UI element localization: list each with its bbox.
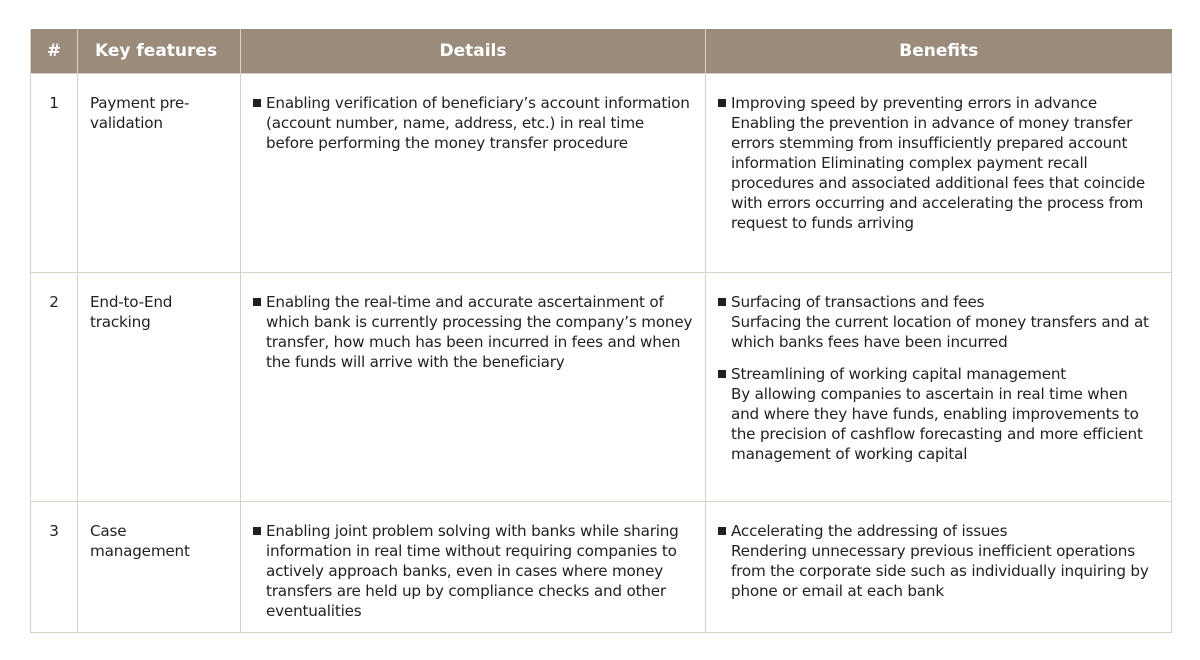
- row-number: 3: [31, 502, 78, 633]
- benefit-title: Improving speed by preventing errors in advance: [718, 93, 1159, 113]
- benefit-text: Rendering unnecessary previous inefficient operations from the corporate side such as individually inquiring by phone or email at each bank: [731, 542, 1149, 600]
- details-bullet: Enabling the real-time and accurate ascertainment of which bank is currently processing the company’s money transfer, how much has been incurred in fees and when the funds will arrive with the beneficiary: [253, 292, 693, 372]
- table-row: [31, 502, 1172, 633]
- benefit-text: By allowing companies to ascertain in real time when and where they have funds, enabling improvements to the precision of cashflow forecasting and more efficient management of working capital: [731, 385, 1143, 463]
- header-benefits: Benefits: [706, 29, 1172, 74]
- benefit-title: Streamlining of working capital management: [718, 364, 1159, 384]
- header-num: #: [31, 29, 78, 74]
- key-feature: Case management: [78, 502, 241, 633]
- row-number: 2: [31, 273, 78, 502]
- header-row: [31, 29, 1172, 74]
- details-cell: [241, 502, 706, 633]
- header-key-features: Key features: [78, 29, 241, 74]
- benefits-cell: [706, 273, 1172, 502]
- benefit-title: Accelerating the addressing of issues: [718, 521, 1159, 541]
- table-row: [31, 74, 1172, 273]
- benefits-cell: [706, 74, 1172, 273]
- benefit-text: Enabling the prevention in advance of money transfer errors stemming from insufficiently prepared account information Eliminating complex payment recall procedures and associated additional fees that coincide with errors occurring and accelerating the process from request to funds arriving: [731, 114, 1146, 232]
- features-table: [30, 29, 1172, 633]
- row-number: 1: [31, 74, 78, 273]
- details-cell: [241, 74, 706, 273]
- key-feature: End-to-End tracking: [78, 273, 241, 502]
- details-cell: [241, 273, 706, 502]
- benefit-text: Surfacing the current location of money transfers and at which banks fees have been incurred: [731, 313, 1149, 351]
- header-details: Details: [241, 29, 706, 74]
- benefits-cell: [706, 502, 1172, 633]
- benefit-title: Surfacing of transactions and fees: [718, 292, 1159, 312]
- details-bullet: Enabling joint problem solving with banks while sharing information in real time without requiring companies to actively approach banks, even in cases where money transfers are held up by compliance checks and other eventualities: [253, 521, 693, 621]
- table-row: [31, 273, 1172, 502]
- details-bullet: Enabling verification of beneficiary’s account information (account number, name, address, etc.) in real time before performing the money transfer procedure: [253, 93, 693, 153]
- key-feature: Payment pre-validation: [78, 74, 241, 273]
